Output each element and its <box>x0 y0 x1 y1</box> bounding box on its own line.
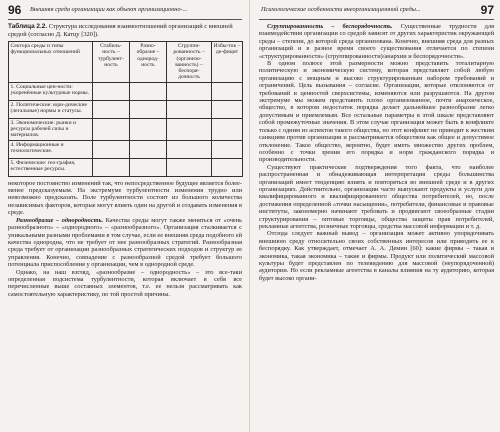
left-page-header <box>8 4 242 20</box>
right-page <box>250 0 500 432</box>
table-header-cell: Стабиль-ность – турбулент-ность <box>93 42 130 83</box>
table-cell <box>212 82 243 100</box>
paragraph-lead: Сгруппированность – беспорядочность. <box>267 23 393 30</box>
table-cell <box>93 82 130 100</box>
table-cell <box>130 82 167 100</box>
table-row-label: 2. Политические: юри-дические (легальные) нормы и статусы. <box>9 100 93 118</box>
table-cell <box>93 140 130 158</box>
right-running-head: Психологические особенности внеорганизационной среды... <box>261 6 421 13</box>
table-row-label: 4. Информационные и технологические. <box>9 140 93 158</box>
table-cell <box>212 100 243 118</box>
table-header-cell: Избы-ток – де-фицит <box>212 42 243 83</box>
body-paragraph <box>259 164 494 231</box>
table-row <box>9 158 243 176</box>
paragraph-lead: Разнообразие – однородность. <box>16 216 104 224</box>
table-header-cell: Разно-образие – однород-ность <box>130 42 167 83</box>
table-row-label: 1. Социальные цен-ности: укоренённые культурные нормы. <box>9 82 93 100</box>
body-paragraph <box>259 230 494 282</box>
table-caption <box>8 23 242 39</box>
table-cell <box>212 158 243 176</box>
left-page-number: 96 <box>8 3 22 17</box>
environment-structure-table <box>8 41 243 177</box>
table-row <box>9 82 243 100</box>
table-cell <box>130 100 167 118</box>
paragraph-text: Однако, на наш взгляд, «разнообразие – однородность» – это все-таки определенная подсистема турбулентности, которая включает в себя все перечисленные выше составных элементов, т.е. ее нельзя рассматривать как самостоятельную характеристику, по той простой причины. <box>8 268 242 298</box>
table-cell <box>130 118 167 140</box>
table-cell <box>212 118 243 140</box>
table-cell <box>130 140 167 158</box>
table-cell <box>212 140 243 158</box>
table-cell <box>167 118 212 140</box>
paragraph-text: Качества среды могут также меняться от «очень разнообразного» – «однородного» – «разнообразного». Организация сталкивается с уникальными разными проблемами в том случае, если ее внешняя среда подобного ей качества однородна, что не требует от нее разнообразных стратегий. Разнообразная среда требует от организации разнообразных стратегических подходов и структур ее управления. Конечно, совпадение с разнообразной средой требует большого потенциала приспособления у организации, чем в однородной среде. <box>8 216 242 269</box>
table-cell <box>93 100 130 118</box>
table-header-cell: Сектора среды и типы функциональных отношений <box>9 42 93 83</box>
body-paragraph <box>8 269 242 299</box>
table-row-label: 5. Физические: гео-графия, естественные ресурсы. <box>9 158 93 176</box>
right-page-number: 97 <box>480 3 494 17</box>
table-cell <box>93 118 130 140</box>
body-paragraph <box>8 180 242 217</box>
paragraph-text: Существенные трудности для взаимодействия организации со средой зависят от других характеристик окружающей среды – степени, до которой среда организована. Конечно, внешняя среда для разных организаций и в разное время своего существования отличается по степени «структурированности» (сгруппированности)/анархии и беспорядочности». <box>259 23 494 60</box>
paragraph-text: В одном полюсе этой размерности можно представить тоталитарную политическую и экономическую систему, которая представляет собой любую организацию с мощным и высоко структурированным набором требований и ограничений. Цель вызывания – согласие. Организации, которые отклоняются от требований и ценностей сверхсистемы, изменяются или разрушаются. На другом экстремуме мы можем представить плохо организованное, почти анархическое, общество, в котором недостаток порядка делает дальнейшее разнообразие легко допустимым и приемлемым. Все остальные параметры в этой шкале представляют собой промежуточные значения. В этом случае организация может быть в конфликте только с одним из аспектов такого общества, но этот конфликт не приводит к жестким санкциям против организации и рассматривается обществом как общее и допустимое отклонение. Такое общество, вероятно, будет иметь множество других проблем, особенно с точки зрения его порядка и норм гражданского порядка и производительности. <box>259 60 494 164</box>
table-cell <box>167 82 212 100</box>
table-header-row <box>9 42 243 83</box>
paragraph-text: Отсюда следует важный вывод – организация может активно упорядочивать внешнюю среду относительно своих собственных интересов или приводить ее к беспорядку. Как утверждает, отмечает А. А. Демин [60]: какие фирмы – такая и экономика, такая экономика – такие и фирмы. Продукт или политический массовой культуры будет представлен по телевидению для массовой (неупорядоченной) аудитории. Но если рекламные агентства в каналы влияния на ту аудиторию, которая будет высоко органи- <box>259 230 494 282</box>
right-page-header <box>259 4 494 20</box>
table-row <box>9 118 243 140</box>
left-running-head: Внешняя среда организации как объект организационно-... <box>30 6 188 13</box>
table-cell <box>130 158 167 176</box>
table-row <box>9 100 243 118</box>
table-cell <box>93 158 130 176</box>
body-paragraph <box>8 217 242 269</box>
table-cell <box>167 140 212 158</box>
table-caption-text: Структура исследования взаимоотношений организаций с внешней средой (согласно Д. Катцу [320]). <box>8 23 233 38</box>
paragraph-text: некоторое постоянство изменений так, что непосредственное будущее является более-менее предсказуемым. На экстремуме турбулентности изменения трудно или невозможно предсказать. Поле турбулентности состоит из большого количества независимых факторов, которые могут влиять один на другой и создавать изменения в среде. <box>8 179 242 217</box>
table-caption-label: Таблица 2.2. <box>8 23 48 30</box>
table-row <box>9 140 243 158</box>
table-cell <box>167 100 212 118</box>
table-cell <box>167 158 212 176</box>
table-header-cell: Сгруппи-рованность – (организо-ванность) – беспоря-дочность <box>167 42 212 83</box>
body-paragraph <box>259 23 494 60</box>
paragraph-text: Существуют практические подтверждения того факта, что наиболее распространенная и обнадеживающая интерпретация среды большинства организаций имеет тенденцию влиять и повторяться во внешней среде и в других организациях. Действительно, организации часто выпускают продукты и услуги для квалифицированного и квалифицированного общества потребителей, но, после достижения определенной «точки насыщения», потребители, финансовые и правовые институты, закономерно начинают требовать и продвигают своеобразные стадии структурирования – оптовые торговцы, общества защиты прав потребителей, рекламные агентства, розничные торговцы, средства массовой информации и т. д. <box>259 163 494 230</box>
body-paragraph <box>259 60 494 164</box>
table-row-label: 3. Экономические: рынки и ресурсы рабочей силы и материалов. <box>9 118 93 140</box>
